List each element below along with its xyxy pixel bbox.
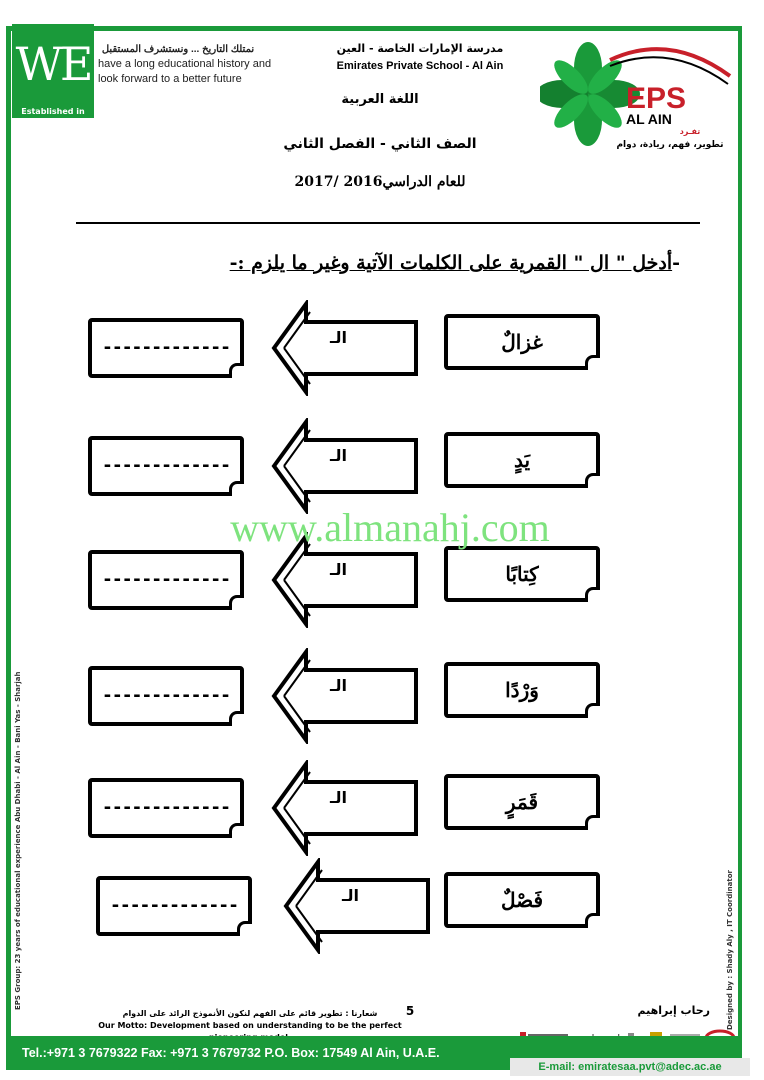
word-box: قَمَرٍ (444, 774, 600, 830)
eps-logo-motto: تطوير، فهم، ريادة، دوام (616, 140, 724, 150)
arrow-left-icon (270, 760, 420, 856)
tagline (98, 42, 298, 87)
answer-box[interactable]: ------------- (88, 550, 244, 610)
page-border-left (6, 26, 11, 1036)
eps-logo-text: EPS (626, 82, 687, 115)
al-prefix-label: الـ (330, 788, 347, 807)
arrow-left-icon (270, 648, 420, 744)
motto-en: Our Motto: Development based on understanding to be the perfect (98, 1021, 402, 1030)
watermark: www.almanahj.com (230, 505, 550, 550)
instruction-prefix: - (672, 252, 680, 274)
page-border-top (6, 26, 742, 31)
al-prefix-label: الـ (330, 446, 347, 465)
answer-box[interactable]: ------------- (88, 318, 244, 378)
we-logo: WE (12, 24, 94, 112)
answer-box[interactable]: ------------- (88, 778, 244, 838)
tagline-en-1: have a long educational history and (98, 58, 272, 70)
author-name: رحاب إبراهيم (637, 1004, 710, 1017)
tagline-ar: نمتلك التاريخ ... ونستشرف المستقبل (101, 44, 255, 55)
answer-box[interactable]: ------------- (88, 666, 244, 726)
subject-title: اللغة العربية (341, 92, 419, 107)
header-divider (76, 222, 700, 224)
eps-logo-small: تفـرد (679, 127, 701, 136)
side-note-right-text: Designed by : Shady Aly , IT Coordinator (726, 870, 734, 1030)
arrow-left-icon (270, 418, 420, 514)
side-note-left-text: EPS Group: 23 years of educational experience Abu Dhabi - Al Ain - Bani Yas - Sharjah (14, 671, 22, 1010)
answer-box[interactable]: ------------- (96, 876, 252, 936)
school-name-ar: مدرسة الإمارات الخاصة - العين (336, 42, 504, 55)
word-box: فَصْلٌ (444, 872, 600, 928)
we-established: Established in 1988 (12, 106, 94, 118)
tagline-en-2: look forward to a better future (98, 73, 242, 85)
instruction (140, 252, 680, 274)
side-note-right (726, 870, 738, 1040)
eps-clover-logo (540, 36, 740, 156)
word-box: وَرْدًا (444, 662, 600, 718)
al-prefix-label: الـ (330, 676, 347, 695)
footer-email: E-mail: emiratesaa.pvt@adec.ac.ae (510, 1058, 750, 1076)
answer-box[interactable]: ------------- (88, 436, 244, 496)
eps-logo-sub: AL AIN (626, 111, 672, 127)
al-prefix-label: الـ (330, 328, 347, 347)
academic-year: للعام الدراسي2016 /2017 (294, 174, 466, 190)
arrow-left-icon (282, 858, 432, 954)
word-box: غزالٌ (444, 314, 600, 370)
grade-term: الصف الثاني - الفصل الثاني (283, 136, 477, 152)
word-box: كِتابًا (444, 546, 600, 602)
page-number: 5 (405, 1004, 415, 1018)
al-prefix-label: الـ (330, 560, 347, 579)
word-box: يَدٍ (444, 432, 600, 488)
school-name-en: Emirates Private School - Al Ain (336, 60, 504, 72)
arrow-left-icon (270, 300, 420, 396)
footer-contact: Tel.:+971 3 7679322 Fax: +971 3 7679732 P.O. Box: 17549 Al Ain, U.A.E. (22, 1046, 440, 1060)
motto-ar: شعارنا : تطوير قائم على الفهم لنكون الأنموذج الرائد على الدوام (122, 1009, 378, 1018)
al-prefix-label: الـ (342, 886, 359, 905)
instruction-text: أدخل " ال " القمرية على الكلمات الآتية وغير ما يلزم :- (229, 252, 673, 274)
side-note-left (14, 671, 26, 1010)
page-border-right (738, 26, 742, 1036)
